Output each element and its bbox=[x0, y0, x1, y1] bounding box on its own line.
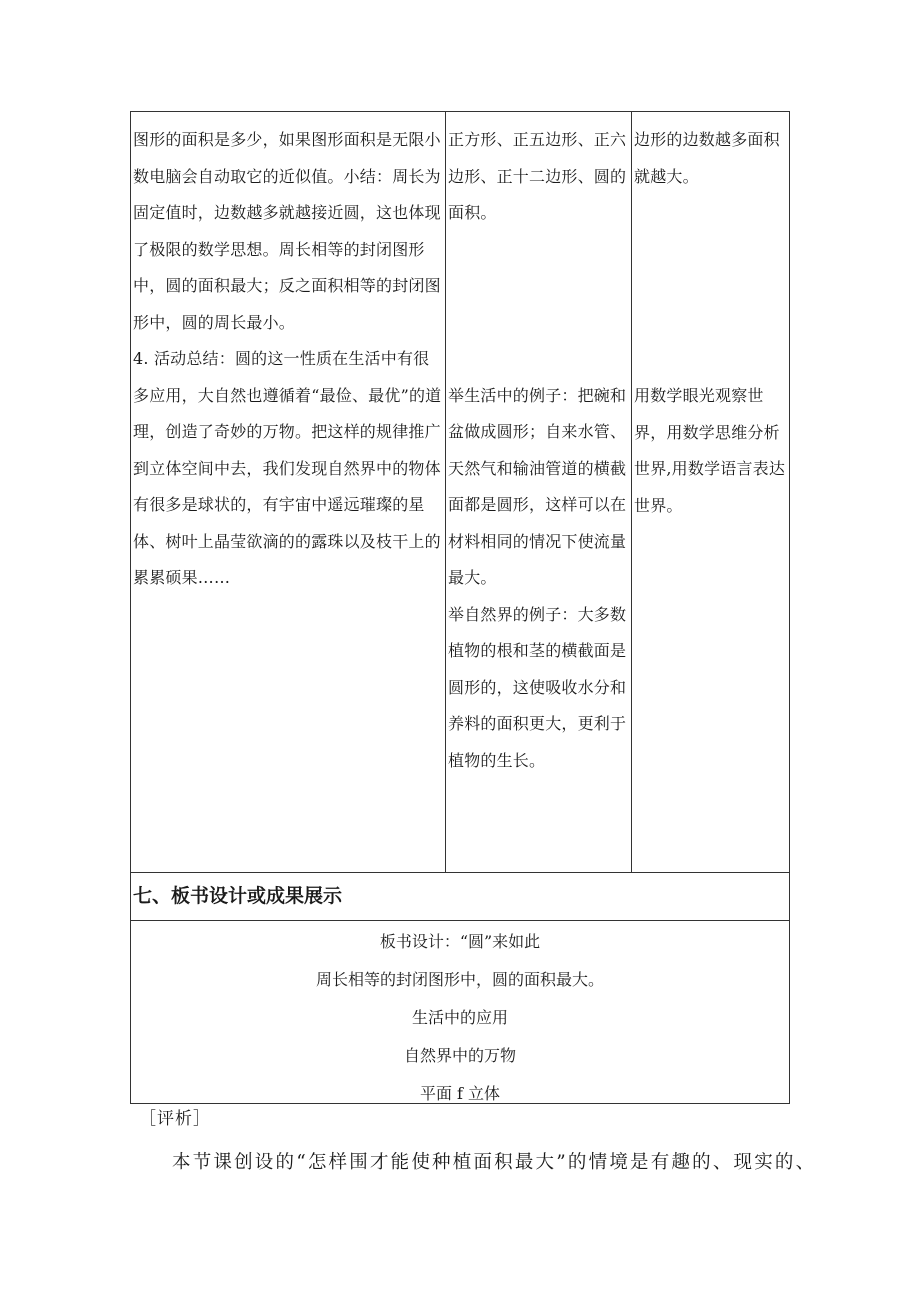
board-line: 周长相等的封闭图形中，圆的面积最大。 bbox=[315, 970, 604, 989]
design-intent-cell bbox=[632, 112, 789, 872]
board-line: 平面 f 立体 bbox=[419, 1084, 501, 1103]
activity-summary-paragraph: 4. 活动总结：圆的这一性质在生活中有很多应用，大自然也遵循着“最俭、最优”的道理，创造了奇妙的万物。把这样的规律推广到立体空间中去，我们发现自然界中的物体有很多是球状的，有宇宙中遥远璀璨的星体、树叶上晶莹欲滴的的露珠以及枝干上的累累硕果…… bbox=[133, 349, 442, 587]
board-line: 生活中的应用 bbox=[411, 1008, 508, 1027]
board-title: 板书设计：“圆”来如此 bbox=[379, 932, 541, 951]
teacher-activity-cell bbox=[131, 112, 446, 872]
life-example-paragraph: 举生活中的例子：把碗和盆做成圆形；自来水管、天然气和输油管道的横截面都是圆形，这样可以在材料相同的情况下使流量最大。 bbox=[448, 385, 627, 587]
review-text: 本节课创设的“怎样围才能使种植面积最大”的情境是有趣的、现实的、 bbox=[172, 1152, 817, 1173]
math-literacy-paragraph: 用数学眼光观察世界，用数学思维分析世界,用数学语言表达世界。 bbox=[634, 386, 786, 515]
review-label: ［评析］ bbox=[139, 1109, 211, 1129]
nature-example-paragraph: 举自然界的例子：大多数植物的根和茎的横截面是圆形的，这使吸收水分和养料的面积更大，更利于植物的生长。 bbox=[448, 604, 627, 770]
summary-paragraph: 图形的面积是多少，如果图形面积是无限小数电脑会自动取它的近似值。小结：周长为固定值时，边数越多就越接近圆，这也体现了极限的数学思想。周长相等的封闭图形中，圆的面积最大；反之面积相等的封闭图形中，圆的周长最小。 bbox=[133, 130, 441, 332]
blackboard-design bbox=[131, 921, 789, 1103]
conclusion-paragraph: 边形的边数越多面积就越大。 bbox=[634, 130, 780, 186]
content-table bbox=[130, 111, 790, 1104]
section-heading: 七、板书设计或成果展示 bbox=[131, 872, 789, 921]
polygon-area-paragraph: 正方形、正五边形、正六边形、正十二边形、圆的面积。 bbox=[448, 130, 627, 222]
activity-row bbox=[131, 112, 789, 872]
student-activity-cell bbox=[446, 112, 632, 872]
board-line: 自然界中的万物 bbox=[403, 1046, 516, 1065]
